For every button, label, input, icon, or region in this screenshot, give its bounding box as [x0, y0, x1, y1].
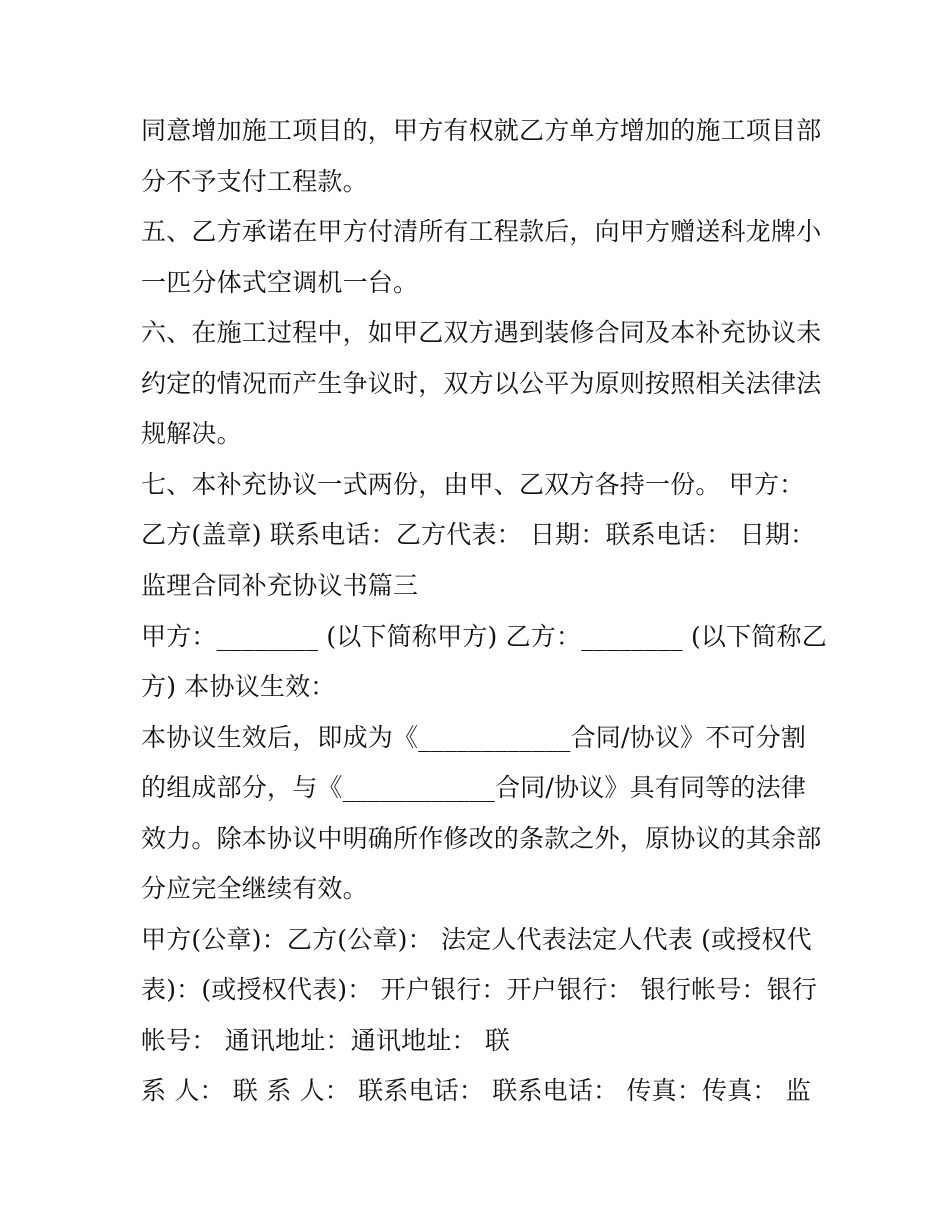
text-line: 系 人： 联 系 人： 联系电话： 联系电话： 传真：传真： 监 — [141, 1076, 811, 1105]
text-line: 帐号： 通讯地址：通讯地址： 联 — [141, 1026, 511, 1055]
text-line: 甲方(公章)：乙方(公章)： 法定人代表法定人代表 (或授权代 — [141, 925, 812, 954]
text-line: 七、本补充协议一式两份，由甲、乙双方各持一份。 甲方： — [141, 470, 805, 499]
text-line: 甲方：________ (以下简称甲方) 乙方：________ (以下简称乙 — [141, 622, 827, 651]
text-line: 表)：(或授权代表)： 开户银行：开户银行： 银行帐号：银行 — [141, 975, 818, 1004]
text-line: 约定的情况而产生争议时，双方以公平为原则按照相关法律法 — [141, 369, 822, 398]
text-line: 五、乙方承诺在甲方付清所有工程款后，向甲方赠送科龙牌小 — [141, 217, 822, 246]
text-line: 方) 本协议生效： — [141, 672, 336, 701]
text-line: 效力。除本协议中明确所作修改的条款之外，原协议的其余部 — [141, 824, 822, 853]
section-heading: 监理合同补充协议书篇三 — [141, 571, 419, 600]
text-line: 同意增加施工项目的，甲方有权就乙方单方增加的施工项目部 — [141, 116, 822, 145]
text-line: 分应完全继续有效。 — [141, 874, 368, 903]
text-line: 六、在施工过程中，如甲乙双方遇到装修合同及本补充协议未 — [141, 318, 822, 347]
text-line: 一匹分体式空调机一台。 — [141, 268, 419, 297]
text-line: 乙方(盖章) 联系电话：乙方代表： 日期：联系电话： 日期： — [141, 520, 816, 549]
text-line: 的组成部分，与《____________合同/协议》具有同等的法律 — [141, 773, 807, 802]
text-line: 分不予支付工程款。 — [141, 167, 368, 196]
text-line: 本协议生效后，即成为《____________合同/协议》不可分割 — [141, 723, 807, 752]
text-line: 规解决。 — [141, 419, 242, 448]
